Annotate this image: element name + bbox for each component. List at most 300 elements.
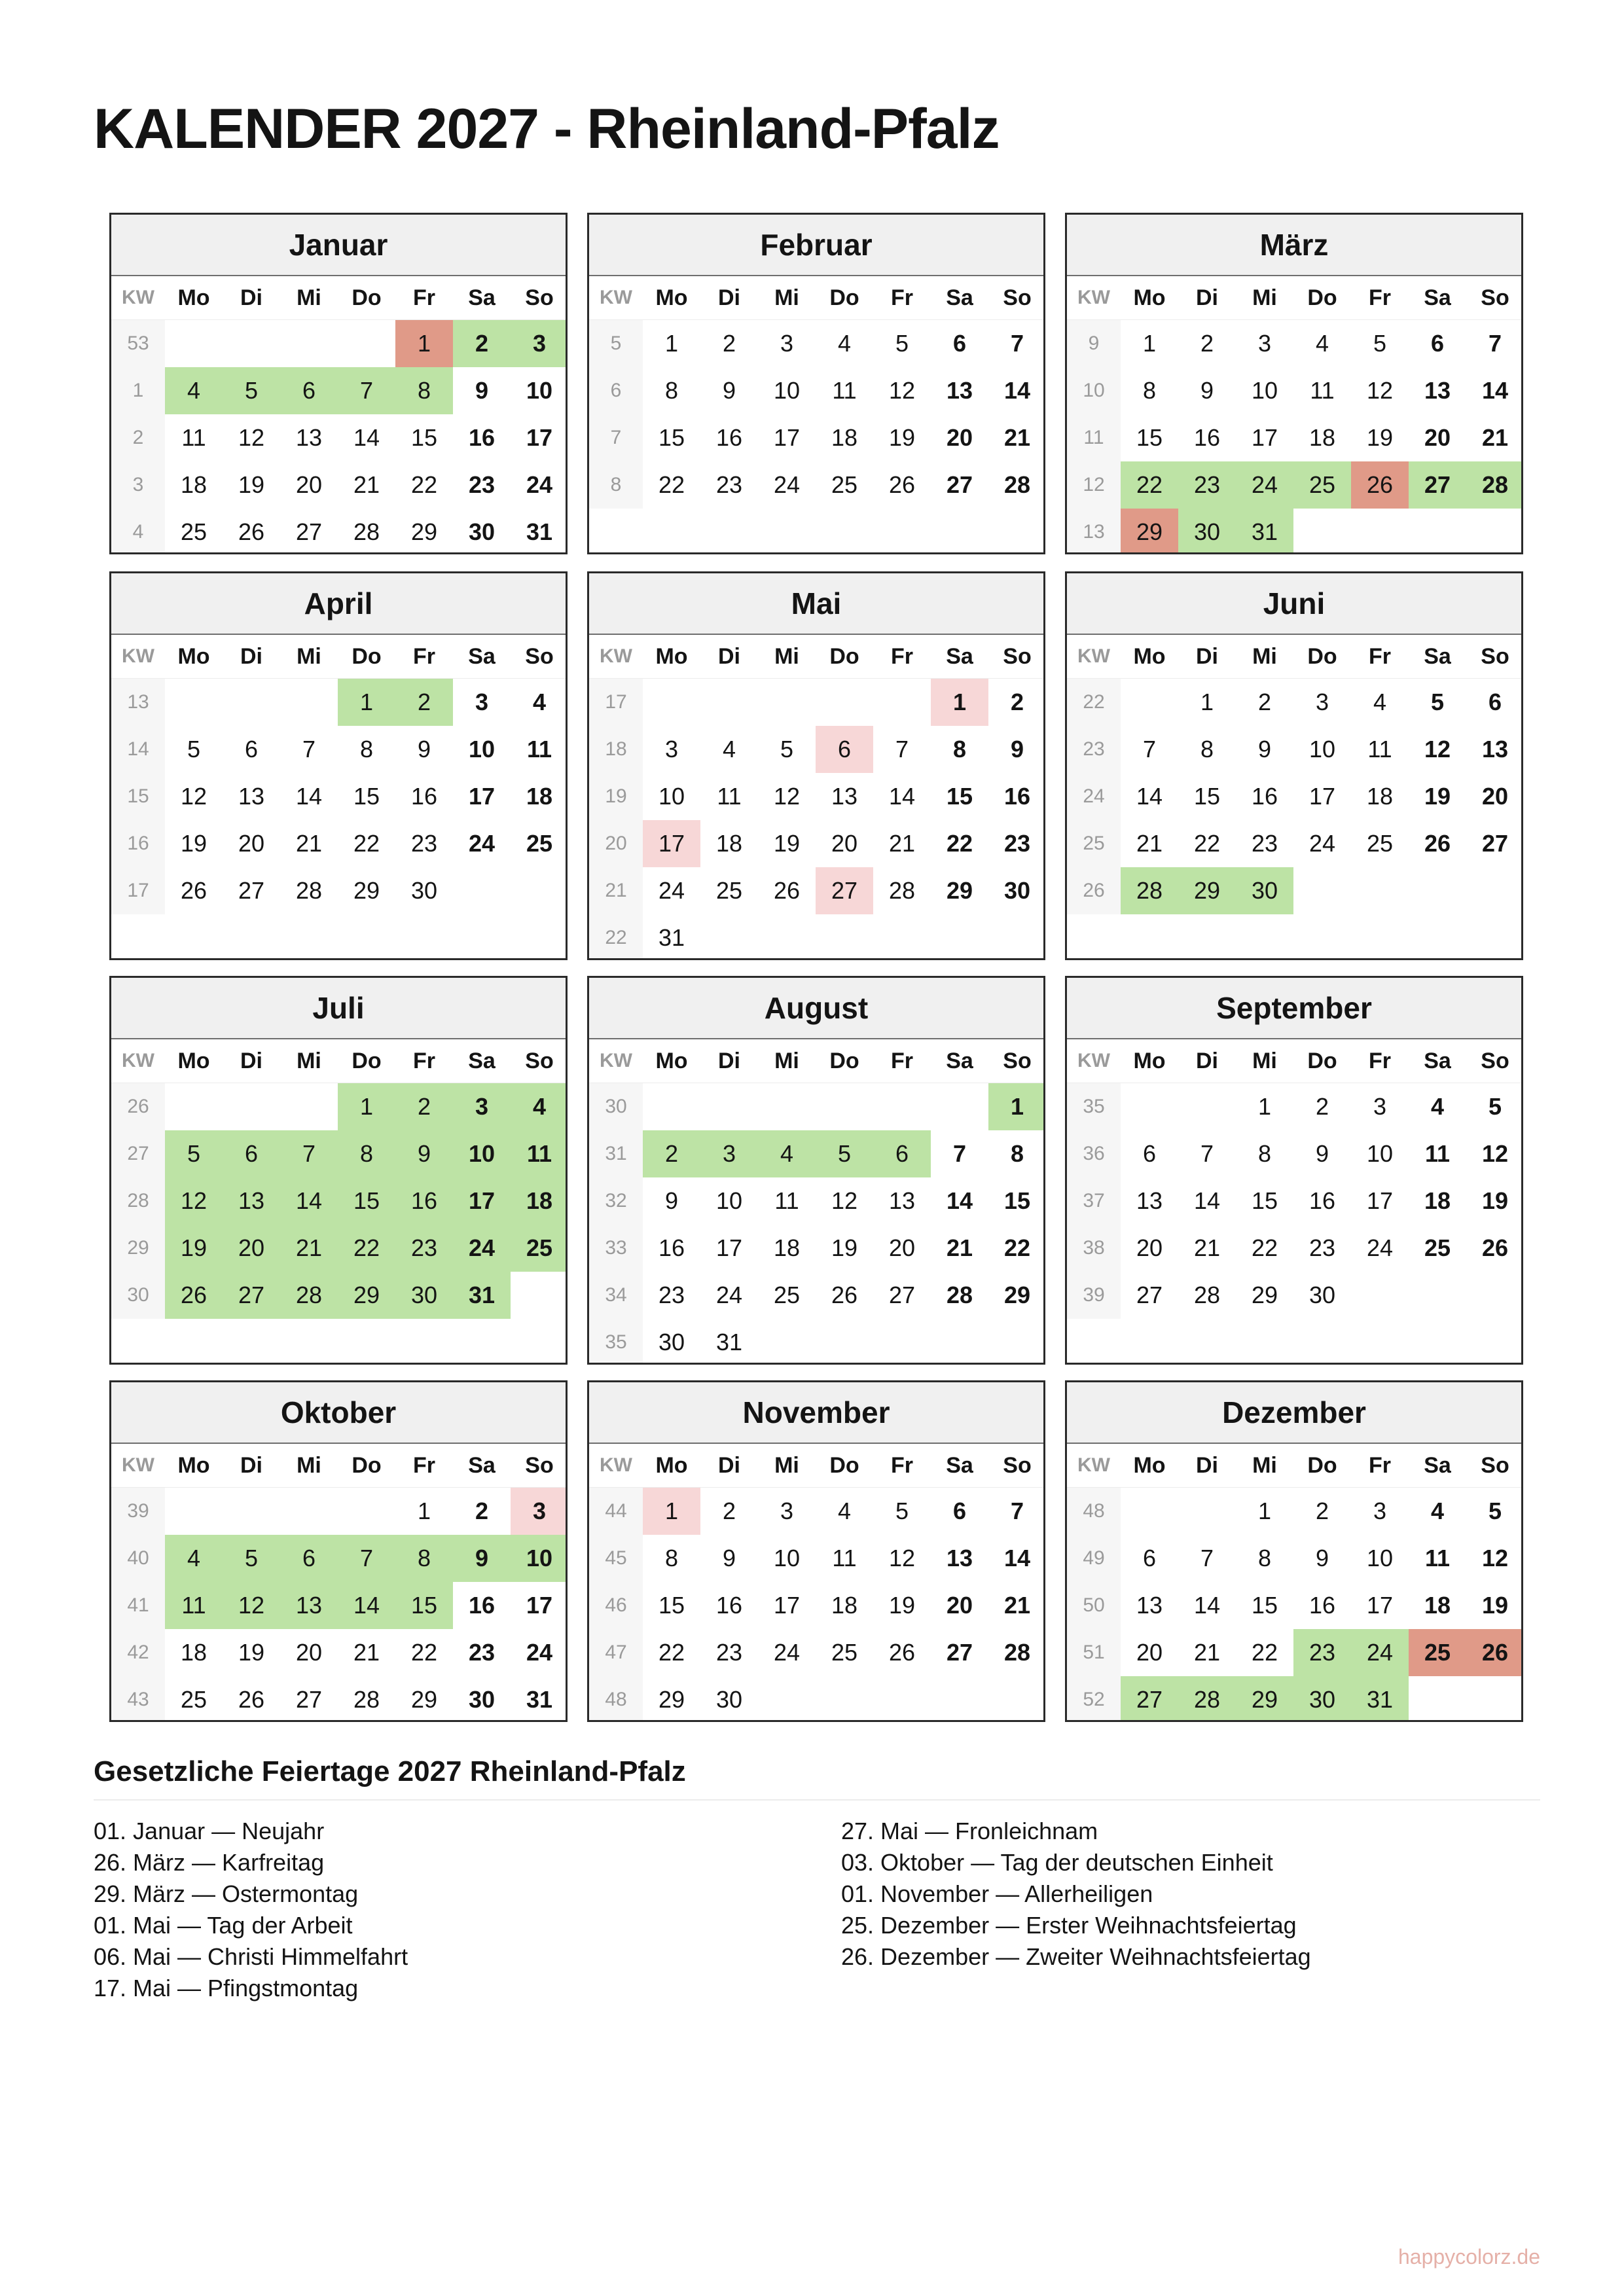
week-row: [111, 1177, 566, 1225]
day-cell: 15: [1251, 1187, 1278, 1214]
day-cell: 28: [1193, 1282, 1221, 1308]
empty-day-cell: [1466, 867, 1523, 914]
day-cell: 31: [453, 1272, 511, 1319]
day-cell: 19: [1366, 424, 1394, 451]
day-cell: 3: [700, 1130, 758, 1177]
holidays-title: Gesetzliche Feiertage 2027 Rheinland-Pfalz: [94, 1755, 686, 1787]
day-cell: 14: [1481, 377, 1509, 404]
day-cell: 12: [831, 1187, 858, 1214]
week-row: [589, 820, 1043, 867]
weekday-header: Di: [1196, 1049, 1218, 1073]
weekday-header: Sa: [468, 644, 496, 669]
holiday-item: 26. März — Karfreitag: [94, 1849, 325, 1876]
empty-day-cell: [280, 1083, 338, 1130]
day-cell: 7: [952, 1140, 967, 1167]
week-number: 17: [111, 867, 165, 914]
week-row: [111, 1083, 566, 1130]
day-cell: 28: [295, 877, 323, 904]
week-number: 38: [1067, 1225, 1121, 1272]
day-cell: 3: [664, 736, 679, 762]
empty-day-cell: [758, 914, 816, 960]
day-cell: 20: [295, 1639, 323, 1666]
holidays-list-right: [841, 1816, 1561, 1973]
empty-day-cell: [700, 914, 758, 960]
weekday-header: Sa: [946, 1049, 973, 1073]
day-cell: 17: [526, 424, 553, 451]
month-title: Juni: [1067, 573, 1521, 635]
day-cell: 9: [475, 377, 489, 404]
weekday-header: Do: [829, 1049, 859, 1073]
footer-brand: happycolorz.de: [1398, 2245, 1540, 2269]
day-cell: 26: [1351, 461, 1409, 509]
holiday-item: 25. Dezember — Erster Weihnachtsfeiertag: [841, 1912, 1297, 1939]
day-cell: 31: [526, 518, 553, 545]
day-cell: 25: [1366, 830, 1394, 857]
empty-day-cell: [873, 1676, 931, 1722]
day-cell: 10: [773, 1545, 801, 1571]
day-cell: 15: [353, 783, 380, 810]
week-number: 8: [589, 461, 643, 509]
day-cell: 28: [1003, 471, 1031, 498]
weekday-header-row: [589, 276, 1043, 320]
holidays-list-left: [94, 1816, 814, 2004]
week-row: [589, 679, 1043, 726]
week-number: 22: [589, 914, 643, 960]
empty-day-cell: [280, 679, 338, 726]
day-cell: 18: [1366, 783, 1394, 810]
week-row: [1067, 679, 1521, 726]
day-cell: 1: [1257, 1093, 1272, 1120]
day-cell: 17: [526, 1592, 553, 1619]
week-row: [589, 1177, 1043, 1225]
day-cell: 1: [643, 1488, 700, 1535]
kw-header: KW: [111, 1444, 165, 1487]
day-cell: 10: [468, 736, 496, 762]
week-number: 32: [589, 1177, 643, 1225]
day-cell: 2: [643, 1130, 700, 1177]
week-row: [111, 414, 566, 461]
empty-day-cell: [816, 914, 873, 960]
day-cell: 18: [526, 783, 553, 810]
empty-day-cell: [165, 320, 223, 367]
month-5: [1065, 571, 1523, 960]
day-cell: 31: [715, 1329, 743, 1355]
day-cell: 30: [468, 1686, 496, 1713]
empty-day-cell: [931, 1083, 988, 1130]
day-cell: 24: [526, 1639, 553, 1666]
day-cell: 21: [295, 830, 323, 857]
weekday-header: So: [525, 285, 554, 310]
day-cell: 2: [722, 330, 736, 357]
day-cell: 21: [353, 1639, 380, 1666]
day-cell: 27: [295, 1686, 323, 1713]
day-cell: 23: [1003, 830, 1031, 857]
week-row: [111, 726, 566, 773]
day-cell: 13: [946, 1545, 973, 1571]
week-number: 26: [1067, 867, 1121, 914]
month-title: März: [1067, 215, 1521, 276]
week-row: [111, 867, 566, 914]
day-cell: 24: [1308, 830, 1336, 857]
day-cell: 29: [1178, 867, 1236, 914]
day-cell: 28: [1003, 1639, 1031, 1666]
weekday-header: Mo: [1133, 1453, 1166, 1478]
week-number: 44: [589, 1488, 643, 1535]
empty-day-cell: [223, 679, 280, 726]
day-cell: 8: [664, 1545, 679, 1571]
empty-day-cell: [1293, 509, 1351, 554]
week-row: [1067, 1225, 1521, 1272]
kw-header: KW: [111, 635, 165, 678]
week-number: 52: [1067, 1676, 1121, 1722]
day-cell: 28: [353, 518, 380, 545]
day-cell: 5: [223, 367, 280, 414]
day-cell: 18: [831, 1592, 858, 1619]
day-cell: 23: [468, 1639, 496, 1666]
day-cell: 22: [1121, 461, 1178, 509]
week-number: 3: [111, 461, 165, 509]
day-cell: 12: [888, 377, 916, 404]
weekday-header: Sa: [946, 285, 973, 310]
day-cell: 2: [1315, 1498, 1329, 1524]
week-row: [589, 1319, 1043, 1365]
day-cell: 23: [410, 830, 438, 857]
day-cell: 26: [888, 471, 916, 498]
week-number: 53: [111, 320, 165, 367]
week-row: [111, 320, 566, 367]
day-cell: 30: [658, 1329, 685, 1355]
day-cell: 12: [223, 1582, 280, 1629]
day-cell: 25: [1293, 461, 1351, 509]
day-cell: 15: [1193, 783, 1221, 810]
day-cell: 13: [1424, 377, 1451, 404]
day-cell: 26: [165, 1272, 223, 1319]
week-number: 20: [589, 820, 643, 867]
weekday-header: Do: [1307, 644, 1337, 669]
empty-day-cell: [816, 679, 873, 726]
week-row: [111, 679, 566, 726]
holiday-item: 26. Dezember — Zweiter Weihnachtsfeiertag: [841, 1943, 1311, 1970]
day-cell: 24: [1366, 1234, 1394, 1261]
day-cell: 17: [1251, 424, 1278, 451]
day-cell: 20: [1136, 1639, 1163, 1666]
weekday-header: Do: [352, 1049, 382, 1073]
day-cell: 3: [453, 1083, 511, 1130]
empty-day-cell: [1121, 1488, 1178, 1535]
weekday-header: Sa: [1424, 1453, 1451, 1478]
day-cell: 23: [1178, 461, 1236, 509]
month-6: [109, 976, 568, 1365]
day-cell: 25: [773, 1282, 801, 1308]
week-number: 29: [111, 1225, 165, 1272]
weekday-header: So: [1003, 285, 1032, 310]
month-title: September: [1067, 978, 1521, 1039]
day-cell: 5: [780, 736, 794, 762]
kw-header: KW: [111, 276, 165, 319]
empty-day-cell: [223, 1083, 280, 1130]
day-cell: 9: [395, 1130, 453, 1177]
day-cell: 6: [1488, 689, 1502, 715]
day-cell: 11: [717, 783, 742, 810]
empty-day-cell: [1121, 679, 1178, 726]
day-cell: 24: [773, 471, 801, 498]
day-cell: 9: [664, 1187, 679, 1214]
weekday-header: Sa: [1424, 1049, 1451, 1073]
day-cell: 19: [238, 1639, 265, 1666]
week-row: [1067, 1676, 1521, 1722]
day-cell: 18: [1424, 1592, 1451, 1619]
day-cell: 15: [658, 1592, 685, 1619]
weekday-header-row: [589, 1444, 1043, 1488]
day-cell: 16: [715, 1592, 743, 1619]
week-number: 27: [111, 1130, 165, 1177]
kw-header: KW: [111, 1039, 165, 1083]
day-cell: 8: [952, 736, 967, 762]
weekday-header: Mo: [177, 1453, 210, 1478]
week-number: 12: [1067, 461, 1121, 509]
day-cell: 17: [1366, 1592, 1394, 1619]
day-cell: 11: [165, 1582, 223, 1629]
week-number: 13: [111, 679, 165, 726]
empty-day-cell: [223, 320, 280, 367]
day-cell: 13: [1136, 1187, 1163, 1214]
day-cell: 5: [1373, 330, 1387, 357]
day-cell: 5: [1430, 689, 1445, 715]
day-cell: 17: [773, 1592, 801, 1619]
day-cell: 12: [888, 1545, 916, 1571]
weekday-header-row: [111, 1444, 566, 1488]
day-cell: 13: [1136, 1592, 1163, 1619]
weekday-header: Mo: [655, 1049, 688, 1073]
day-cell: 28: [1466, 461, 1523, 509]
day-cell: 27: [888, 1282, 916, 1308]
day-cell: 30: [715, 1686, 743, 1713]
kw-header: KW: [1067, 1444, 1121, 1487]
day-cell: 2: [453, 320, 511, 367]
weekday-header: So: [1481, 1049, 1509, 1073]
day-cell: 27: [1121, 1676, 1178, 1722]
weekday-header-row: [1067, 635, 1521, 679]
day-cell: 14: [946, 1187, 973, 1214]
weekday-header: Do: [352, 285, 382, 310]
week-row: [1067, 726, 1521, 773]
day-cell: 18: [1308, 424, 1336, 451]
week-number: 22: [1067, 679, 1121, 726]
day-cell: 19: [1424, 783, 1451, 810]
day-cell: 3: [1373, 1498, 1387, 1524]
month-title: Januar: [111, 215, 566, 276]
week-number: 24: [1067, 773, 1121, 820]
week-row: [589, 1582, 1043, 1629]
day-cell: 13: [888, 1187, 916, 1214]
day-cell: 19: [238, 471, 265, 498]
week-row: [111, 1535, 566, 1582]
day-cell: 27: [295, 518, 323, 545]
day-cell: 24: [715, 1282, 743, 1308]
day-cell: 25: [1424, 1234, 1451, 1261]
week-row: [1067, 1582, 1521, 1629]
day-cell: 29: [1003, 1282, 1031, 1308]
day-cell: 25: [511, 1225, 568, 1272]
day-cell: 16: [1003, 783, 1031, 810]
week-number: 23: [1067, 726, 1121, 773]
empty-day-cell: [280, 320, 338, 367]
weekday-header: So: [525, 1453, 554, 1478]
day-cell: 3: [780, 330, 794, 357]
weekday-header: Mi: [1252, 644, 1277, 669]
day-cell: 27: [946, 1639, 973, 1666]
day-cell: 20: [238, 830, 265, 857]
day-cell: 17: [715, 1234, 743, 1261]
empty-day-cell: [1466, 1272, 1523, 1319]
weekday-header: Mo: [1133, 1049, 1166, 1073]
day-cell: 11: [1367, 736, 1392, 762]
week-number: 42: [111, 1629, 165, 1676]
empty-day-cell: [758, 1083, 816, 1130]
weekday-header: Mo: [1133, 285, 1166, 310]
week-number: 49: [1067, 1535, 1121, 1582]
day-cell: 30: [1293, 1676, 1351, 1722]
day-cell: 4: [511, 1083, 568, 1130]
day-cell: 22: [338, 1225, 395, 1272]
weekday-header-row: [1067, 1444, 1521, 1488]
day-cell: 3: [1373, 1093, 1387, 1120]
weekday-header: Do: [352, 1453, 382, 1478]
empty-day-cell: [816, 1319, 873, 1365]
week-number: 6: [589, 367, 643, 414]
week-row: [589, 1676, 1043, 1722]
day-cell: 26: [1424, 830, 1451, 857]
empty-day-cell: [1178, 1488, 1236, 1535]
week-row: [1067, 320, 1521, 367]
day-cell: 9: [1200, 377, 1214, 404]
month-title: Dezember: [1067, 1382, 1521, 1444]
day-cell: 4: [532, 689, 547, 715]
day-cell: 4: [837, 330, 852, 357]
week-number: 1: [111, 367, 165, 414]
day-cell: 24: [1351, 1629, 1409, 1676]
day-cell: 11: [832, 1545, 857, 1571]
day-cell: 7: [302, 736, 316, 762]
day-cell: 16: [410, 783, 438, 810]
week-row: [589, 1130, 1043, 1177]
empty-day-cell: [1409, 1676, 1466, 1722]
day-cell: 5: [1488, 1093, 1502, 1120]
day-cell: 21: [280, 1225, 338, 1272]
day-cell: 17: [643, 820, 700, 867]
day-cell: 3: [780, 1498, 794, 1524]
week-number: 46: [589, 1582, 643, 1629]
day-cell: 19: [1481, 1592, 1509, 1619]
week-number: 17: [589, 679, 643, 726]
day-cell: 25: [1409, 1629, 1466, 1676]
day-cell: 29: [946, 877, 973, 904]
weekday-header: Mo: [655, 644, 688, 669]
weekday-header: Mi: [1252, 285, 1277, 310]
day-cell: 29: [1121, 509, 1178, 554]
day-cell: 28: [1178, 1676, 1236, 1722]
day-cell: 21: [946, 1234, 973, 1261]
day-cell: 17: [468, 783, 496, 810]
day-cell: 11: [1424, 1545, 1451, 1571]
day-cell: 30: [1003, 877, 1031, 904]
day-cell: 12: [1481, 1140, 1509, 1167]
day-cell: 22: [946, 830, 973, 857]
empty-day-cell: [700, 679, 758, 726]
empty-day-cell: [758, 1319, 816, 1365]
weekday-header: Di: [240, 285, 262, 310]
day-cell: 15: [338, 1177, 395, 1225]
day-cell: 5: [1488, 1498, 1502, 1524]
empty-day-cell: [280, 1488, 338, 1535]
day-cell: 1: [1200, 689, 1214, 715]
day-cell: 14: [1136, 783, 1163, 810]
day-cell: 25: [180, 1686, 208, 1713]
day-cell: 4: [165, 1535, 223, 1582]
day-cell: 11: [511, 1130, 568, 1177]
day-cell: 7: [1200, 1140, 1214, 1167]
weekday-header: Fr: [1369, 644, 1391, 669]
empty-day-cell: [1409, 509, 1466, 554]
day-cell: 20: [831, 830, 858, 857]
day-cell: 5: [895, 1498, 909, 1524]
week-number: 48: [589, 1676, 643, 1722]
day-cell: 23: [468, 471, 496, 498]
holiday-item: 03. Oktober — Tag der deutschen Einheit: [841, 1849, 1273, 1876]
week-row: [1067, 367, 1521, 414]
week-number: 31: [589, 1130, 643, 1177]
week-number: 39: [111, 1488, 165, 1535]
day-cell: 26: [238, 518, 265, 545]
day-cell: 7: [1488, 330, 1502, 357]
week-row: [1067, 509, 1521, 554]
empty-day-cell: [873, 1319, 931, 1365]
day-cell: 14: [888, 783, 916, 810]
day-cell: 22: [353, 830, 380, 857]
day-cell: 6: [816, 726, 873, 773]
day-cell: 8: [395, 367, 453, 414]
day-cell: 16: [1308, 1592, 1336, 1619]
week-row: [111, 1130, 566, 1177]
day-cell: 14: [1193, 1187, 1221, 1214]
empty-day-cell: [165, 1488, 223, 1535]
day-cell: 10: [453, 1130, 511, 1177]
day-cell: 24: [1236, 461, 1293, 509]
week-number: 50: [1067, 1582, 1121, 1629]
day-cell: 16: [1193, 424, 1221, 451]
weekday-header: Fr: [413, 285, 435, 310]
day-cell: 6: [280, 1535, 338, 1582]
weekday-header: Do: [352, 644, 382, 669]
day-cell: 27: [1136, 1282, 1163, 1308]
empty-day-cell: [873, 679, 931, 726]
week-number: 14: [111, 726, 165, 773]
day-cell: 1: [1142, 330, 1157, 357]
weekday-header: Mo: [177, 644, 210, 669]
day-cell: 29: [1251, 1282, 1278, 1308]
week-row: [111, 1629, 566, 1676]
month-title: Februar: [589, 215, 1043, 276]
day-cell: 1: [1257, 1498, 1272, 1524]
empty-day-cell: [643, 1083, 700, 1130]
week-row: [1067, 1488, 1521, 1535]
day-cell: 18: [715, 830, 743, 857]
month-title: April: [111, 573, 566, 635]
day-cell: 23: [395, 1225, 453, 1272]
kw-header: KW: [1067, 276, 1121, 319]
day-cell: 6: [1430, 330, 1445, 357]
day-cell: 31: [658, 924, 685, 951]
